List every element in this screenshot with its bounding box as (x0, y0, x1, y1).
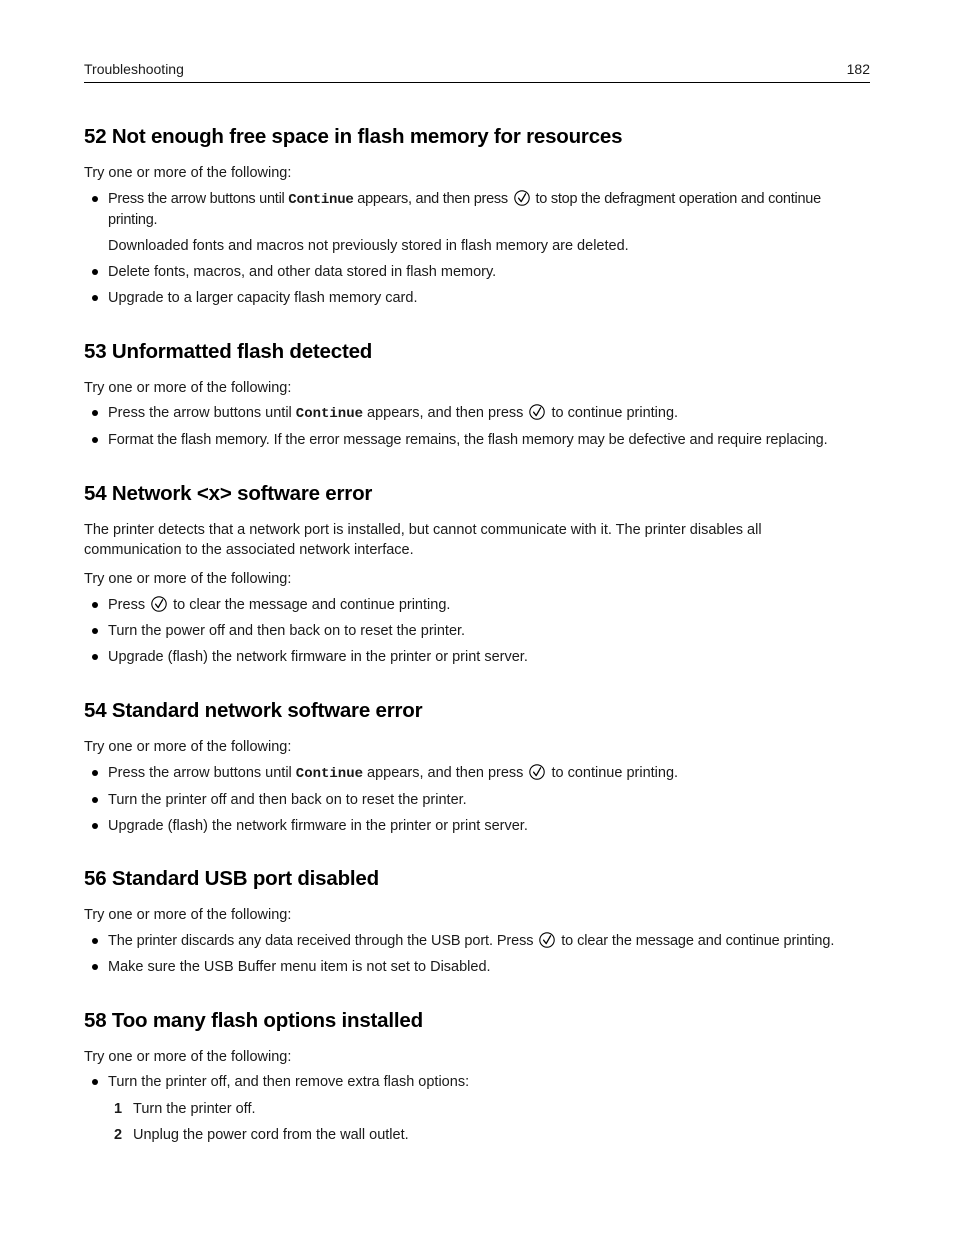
list-item: Upgrade to a larger capacity flash memory card. (84, 288, 874, 308)
section-54-network (84, 482, 874, 667)
header-section-title: Troubleshooting (84, 61, 184, 77)
page-header (84, 60, 870, 83)
list-item-note: Downloaded fonts and macros not previously stored in flash memory are deleted. (108, 238, 629, 254)
code-continue: Continue (295, 406, 364, 422)
list-item: Turn the printer off, and then remove extra flash options: (84, 1072, 874, 1092)
intro-text: Try one or more of the following: (84, 1049, 292, 1065)
section-52 (84, 125, 874, 308)
text-span: The printer discards any data received through the USB port. Press (108, 933, 538, 949)
list-item (84, 595, 874, 615)
section-58 (84, 1009, 874, 1145)
intro-text: Try one or more of the following: (84, 907, 292, 923)
list-item: Upgrade (flash) the network firmware in the printer or print server. (84, 647, 874, 667)
list-item (84, 931, 874, 951)
text-span: Press the arrow buttons until (108, 405, 296, 421)
numbered-step (84, 1099, 874, 1119)
text-span: Press the arrow buttons until (108, 765, 296, 781)
step-text: Turn the printer off. (133, 1101, 256, 1117)
numbered-step (84, 1125, 874, 1145)
page-number: 182 (846, 61, 870, 77)
list-item: Turn the power off and then back on to reset the printer. (84, 621, 874, 641)
intro-text: Try one or more of the following: (84, 380, 292, 396)
section-53 (84, 340, 874, 450)
intro-text: Try one or more of the following: (84, 165, 292, 181)
select-button-icon (539, 932, 555, 948)
select-button-icon (151, 596, 167, 612)
list-item: Format the flash memory. If the error message remains, the flash memory may be defective and require replacing. (84, 430, 874, 450)
step-number: 2 (114, 1127, 123, 1143)
text-span: to clear the message and continue printing. (169, 597, 451, 613)
list-item (84, 189, 874, 230)
description-text: The printer detects that a network port is installed, but cannot communicate with it. The printer disables all communication to the associated network interface. (84, 522, 762, 558)
code-continue: Continue (295, 766, 364, 782)
intro-text: Try one or more of the following: (84, 571, 292, 587)
section-56 (84, 867, 874, 977)
select-button-icon (514, 190, 530, 206)
list-item (84, 403, 874, 424)
step-text: Unplug the power cord from the wall outlet. (133, 1127, 409, 1143)
text-span: to continue printing. (547, 765, 679, 781)
section-54-standard (84, 699, 874, 836)
list-item: Upgrade (flash) the network firmware in the printer or print server. (84, 816, 874, 836)
select-button-icon (529, 764, 545, 780)
section-heading: 58 Too many flash options installed (84, 1009, 423, 1032)
section-heading: 56 Standard USB port disabled (84, 867, 379, 890)
step-number: 1 (114, 1101, 123, 1117)
text-span: Press the arrow buttons until (108, 191, 289, 207)
text-span: to clear the message and continue printing. (557, 933, 835, 949)
section-heading: 54 Network <x> software error (84, 482, 373, 505)
list-item (84, 763, 874, 784)
text-span: appears, and then press (363, 405, 528, 421)
section-heading: 53 Unformatted flash detected (84, 340, 373, 363)
text-span: appears, and then press (353, 191, 512, 207)
section-heading: 52 Not enough free space in flash memory for resources (84, 125, 623, 148)
select-button-icon (529, 404, 545, 420)
text-span: Press (108, 597, 150, 613)
section-heading: 54 Standard network software error (84, 699, 423, 722)
code-continue: Continue (288, 192, 354, 208)
list-item: Turn the printer off and then back on to reset the printer. (84, 790, 874, 810)
intro-text: Try one or more of the following: (84, 739, 292, 755)
text-span: to continue printing. (547, 405, 679, 421)
text-span: to stop the defragment operation and continue printing. (108, 191, 821, 228)
list-item: Make sure the USB Buffer menu item is not set to Disabled. (84, 957, 874, 977)
list-item: Delete fonts, macros, and other data stored in flash memory. (84, 262, 874, 282)
text-span: appears, and then press (363, 765, 528, 781)
